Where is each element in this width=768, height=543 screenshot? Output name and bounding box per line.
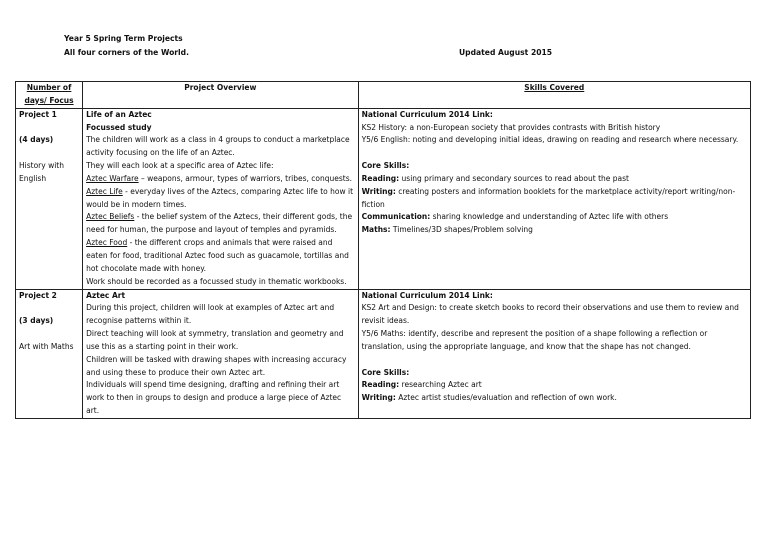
project-2-p4: Individuals will spend time designing, drafting and refining their art work to then in groups to design and produce a large piece of Aztec art. <box>86 380 342 416</box>
project-2-nc-2: Y5/6 Maths: identify, describe and represent the position of a shape following a reflection or translation, using the appropriate language, and know that the shape has not changed. <box>361 329 708 351</box>
reading-text: researching Aztec art <box>399 380 482 390</box>
project-1-maths <box>362 224 747 237</box>
project-1-nc-1: KS2 History: a non-European society that provides contrasts with British history <box>361 122 661 132</box>
project-1-intro-2: They will each look at a specific area of Aztec life: <box>86 161 274 171</box>
project-2-p1: During this project, children will look at examples of Aztec art and recognise patterns within it. <box>86 303 335 326</box>
document-title: Year 5 Spring Term Projects <box>64 34 183 43</box>
table-header-row <box>16 82 751 109</box>
beliefs-label: Aztec Beliefs <box>86 212 135 222</box>
project-1-days: (4 days) <box>19 135 54 145</box>
project-2-p2: Direct teaching will look at symmetry, translation and geometry and use this as a starting point in their work. <box>86 329 344 351</box>
project-2-nc-1: KS2 Art and Design: to create sketch books to record their observations and use them to review and revisit ideas. <box>361 303 739 326</box>
project-1-reading <box>362 173 747 186</box>
warfare-text: – weapons, armour, types of warriors, tribes, conquests. <box>138 173 353 183</box>
project-1-outro: Work should be recorded as a focussed study in thematic workbooks. <box>86 276 347 286</box>
updated-date: Updated August 2015 <box>459 48 553 57</box>
project-1-nc-2: Y5/6 English: noting and developing initial ideas, drawing on reading and research where necessary. <box>361 135 739 145</box>
project-2-focus: Art with Maths <box>19 341 74 351</box>
project-1-subtitle: Focussed study <box>86 122 152 132</box>
header-overview: Project Overview <box>184 83 257 92</box>
maths-text: Timelines/3D shapes/Problem solving <box>390 225 533 235</box>
writing-text: creating posters and information booklets for the marketplace activity/report writing/non-fiction <box>361 186 736 209</box>
project-2-nc-heading: National Curriculum 2014 Link: <box>361 290 493 300</box>
document-subtitle: All four corners of the World. <box>64 48 189 57</box>
table-row-project-1 <box>16 108 751 289</box>
life-label: Aztec Life <box>86 186 123 196</box>
project-1-communication <box>362 211 747 224</box>
project-1-writing <box>362 186 747 212</box>
document-header <box>64 33 189 59</box>
warfare-label: Aztec Warfare <box>86 173 139 183</box>
project-1-food <box>86 237 354 276</box>
writing-label: Writing: <box>361 393 396 403</box>
project-2-days: (3 days) <box>19 316 54 326</box>
reading-label: Reading: <box>361 173 400 183</box>
reading-text: using primary and secondary sources to read about the past <box>399 173 629 183</box>
project-2-name: Project 2 <box>19 290 57 300</box>
project-1-warfare <box>86 173 354 186</box>
beliefs-text: - the belief system of the Aztecs, their different gods, the need for human, the purpose and layout of temples and pyramids. <box>86 212 353 235</box>
header-focus: Number of days/ Focus <box>24 83 74 105</box>
maths-label: Maths: <box>361 225 391 235</box>
project-1-life <box>86 186 354 212</box>
project-2-writing <box>362 392 747 405</box>
life-text: - everyday lives of the Aztecs, comparing Aztec life to how it would be in modern times. <box>86 186 354 209</box>
project-1-title: Life of an Aztec <box>86 109 152 119</box>
project-1-intro-1: The children will work as a class in 4 groups to conduct a marketplace activity focusing on the life of an Aztec. <box>86 135 350 158</box>
project-1-core-heading: Core Skills: <box>361 161 410 171</box>
project-1-name: Project 1 <box>19 109 57 119</box>
projects-table <box>15 81 751 419</box>
project-1-beliefs <box>86 211 354 237</box>
project-2-p3: Children will be tasked with drawing shapes with increasing accuracy and using these to produce their own Aztec art. <box>86 354 347 377</box>
project-1-focus: History with English <box>19 161 64 183</box>
project-1-nc-heading: National Curriculum 2014 Link: <box>361 109 493 119</box>
communication-label: Communication: <box>361 212 431 222</box>
writing-text: Aztec artist studies/evaluation and reflection of own work. <box>395 393 617 403</box>
project-2-reading <box>362 379 747 392</box>
table-row-project-2 <box>16 289 751 418</box>
reading-label: Reading: <box>361 380 400 390</box>
communication-text: sharing knowledge and understanding of Aztec life with others <box>430 212 669 222</box>
writing-label: Writing: <box>361 186 396 196</box>
project-2-core-heading: Core Skills: <box>361 367 410 377</box>
food-label: Aztec Food <box>86 238 128 248</box>
food-text: - the different crops and animals that were raised and eaten for food, traditional Aztec food such as guacamole, tortillas and hot chocolate made with honey. <box>86 238 349 273</box>
project-2-title: Aztec Art <box>86 290 126 300</box>
header-skills: Skills Covered <box>524 83 585 92</box>
